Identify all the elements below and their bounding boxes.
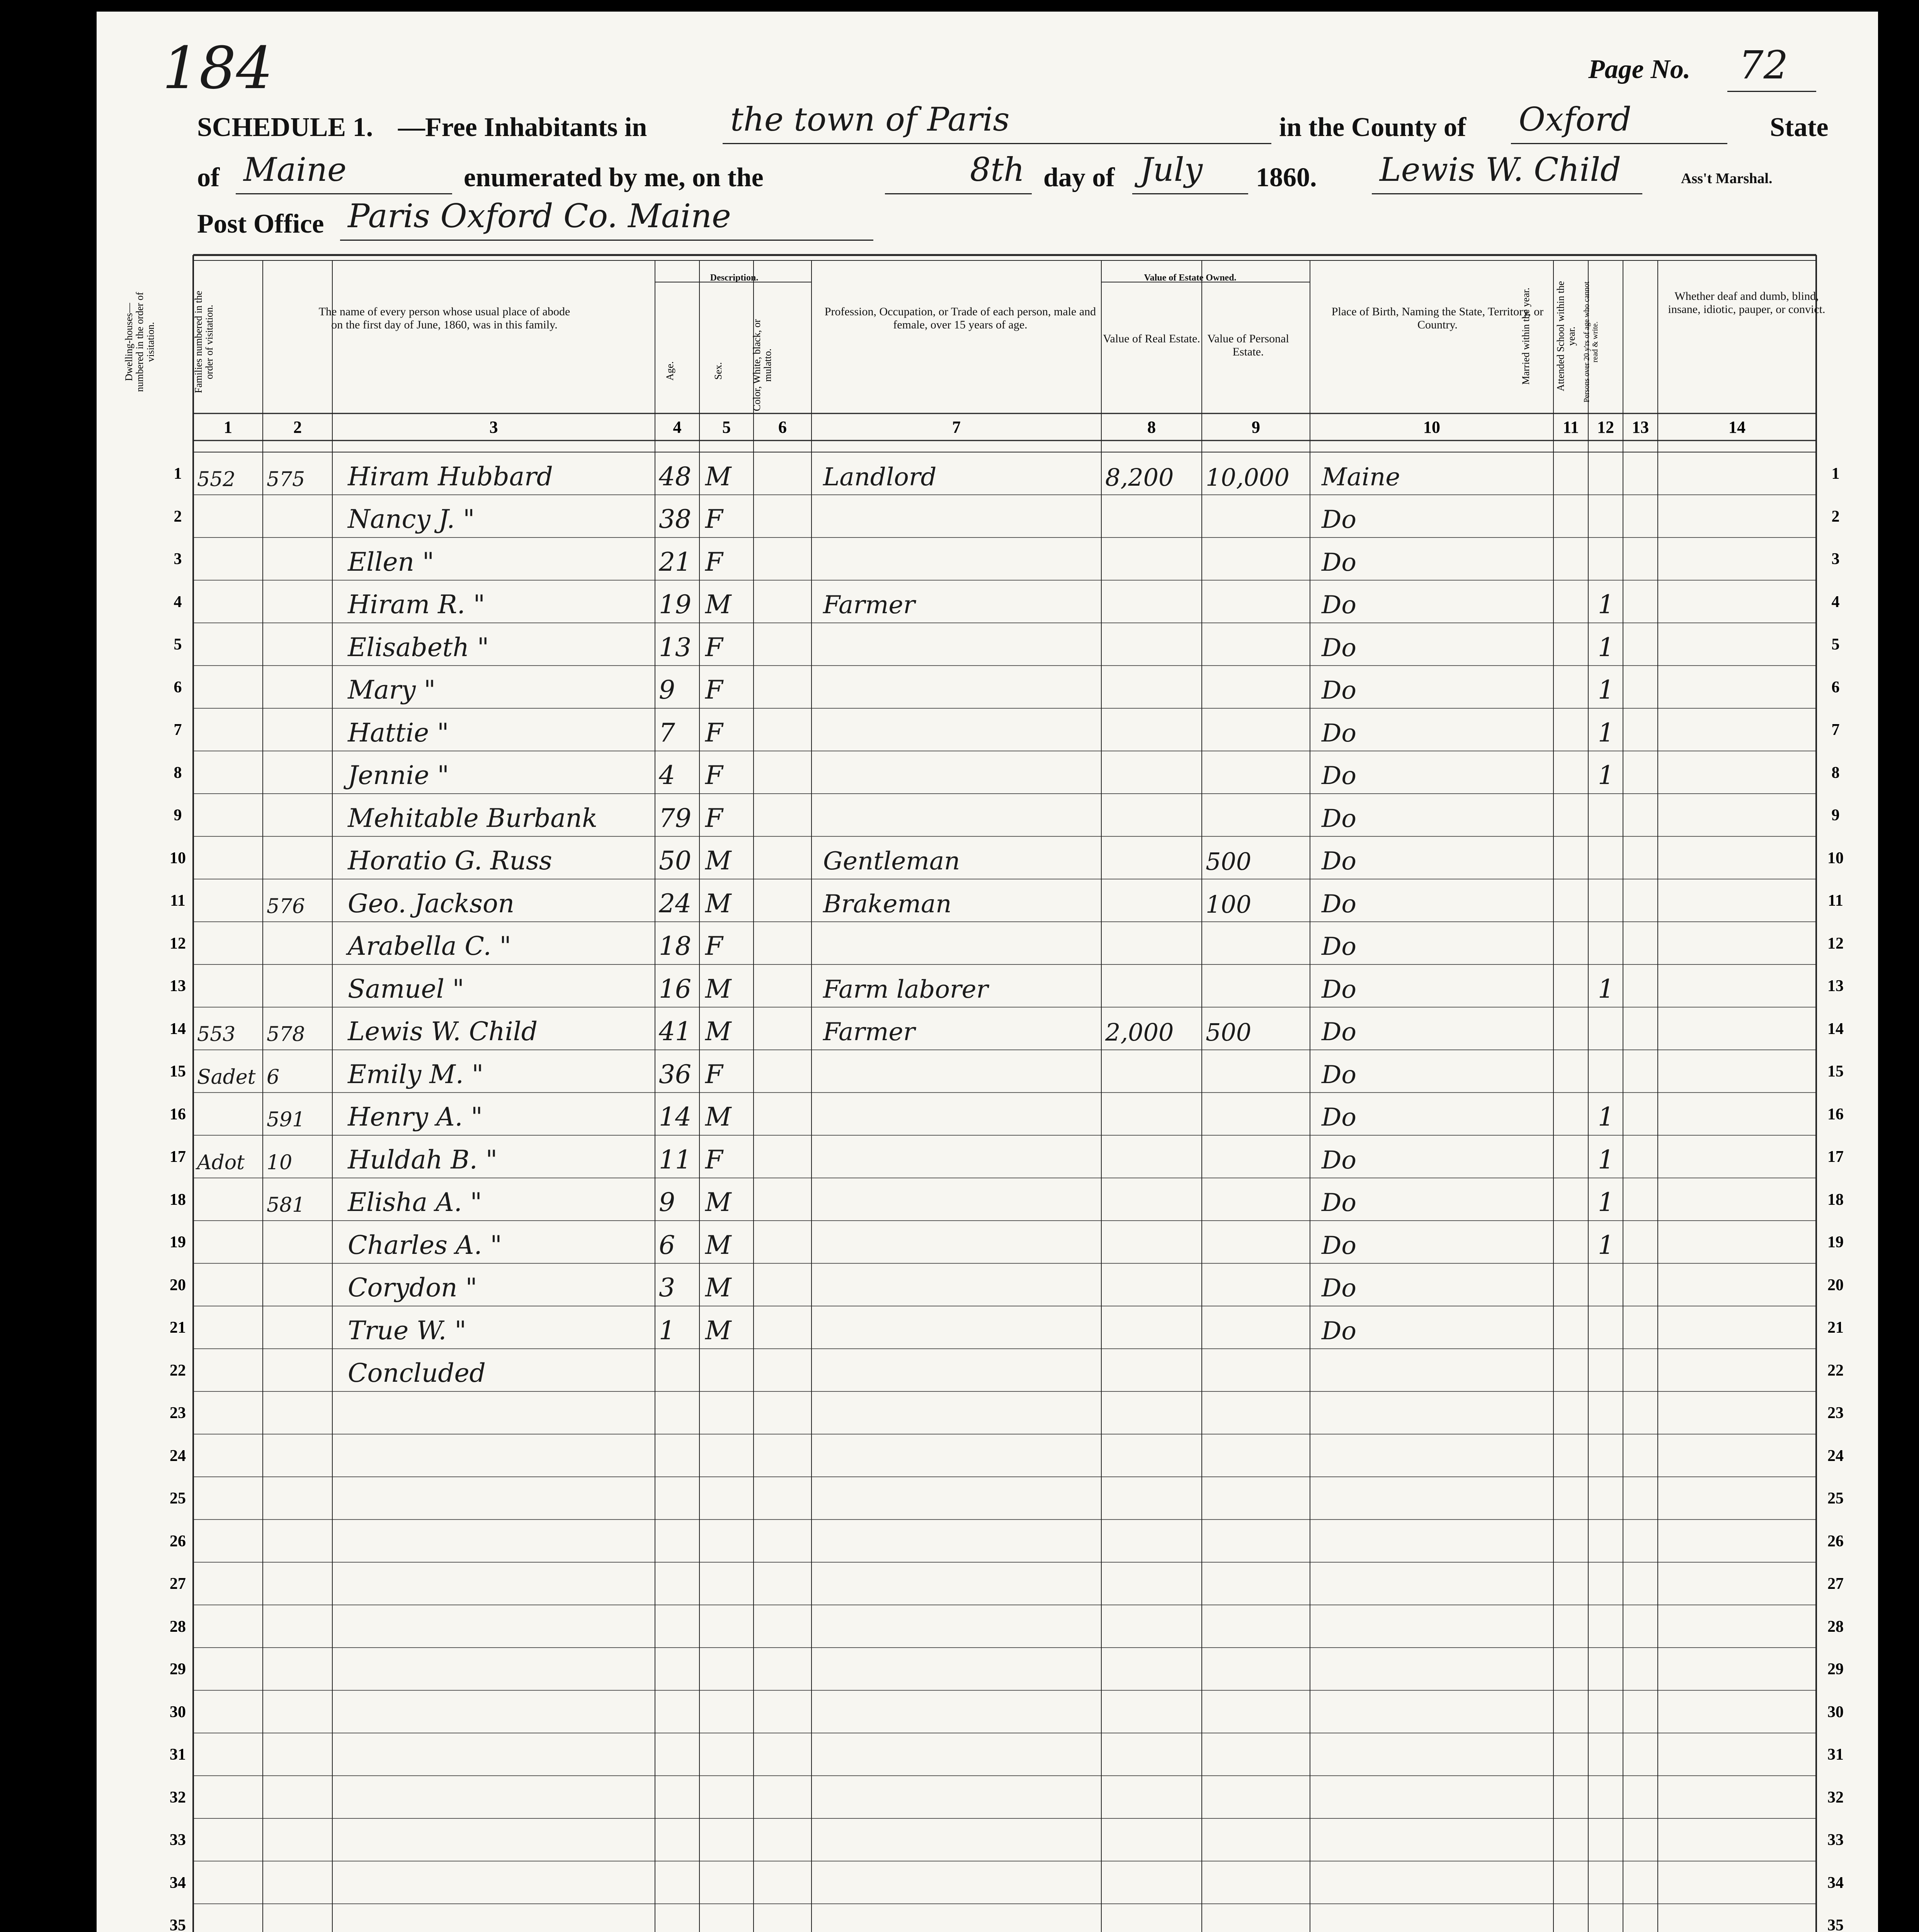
family-number: 576 <box>267 895 305 918</box>
schedule-title: SCHEDULE 1. <box>197 112 373 142</box>
sex: M <box>705 1315 732 1345</box>
county-name: Oxford <box>1519 100 1631 138</box>
column-number: 3 <box>489 418 498 437</box>
line-number: 6 <box>174 678 182 696</box>
line-number: 26 <box>170 1532 186 1550</box>
line-number: 25 <box>170 1490 186 1508</box>
sex: F <box>705 760 723 790</box>
age: 4 <box>659 760 675 790</box>
age: 7 <box>659 718 675 748</box>
person-name: Horatio G. Russ <box>348 846 552 876</box>
attended-school: 1 <box>1598 1187 1614 1217</box>
line-number: 21 <box>170 1319 186 1337</box>
line-number: 27 <box>1827 1575 1844 1593</box>
birth-place: Do <box>1322 1231 1356 1260</box>
line-number: 27 <box>170 1575 186 1593</box>
line-number: 16 <box>170 1105 186 1123</box>
line-number: 8 <box>174 764 182 782</box>
county-label: in the County of <box>1279 112 1466 142</box>
line-number: 34 <box>170 1874 186 1892</box>
line-number: 22 <box>170 1361 186 1379</box>
post-office-name: Paris Oxford Co. Maine <box>348 197 731 235</box>
person-name: Corydon " <box>348 1273 477 1303</box>
line-number: 15 <box>1827 1063 1844 1081</box>
sex: F <box>705 547 723 577</box>
col1-header: Dwelling-houses— numbered in the order of visitation. <box>123 292 156 392</box>
line-number: 12 <box>170 934 186 952</box>
sex: M <box>705 1230 732 1260</box>
birth-place: Do <box>1322 548 1356 577</box>
attended-school: 1 <box>1598 632 1614 662</box>
col13-header: Persons over 20 y'rs of age who cannot read & write. <box>1582 281 1599 403</box>
person-name: Mary " <box>348 675 436 705</box>
line-number: 33 <box>170 1831 186 1849</box>
line-number: 10 <box>170 849 186 867</box>
line-number: 4 <box>174 593 182 611</box>
family-number: 578 <box>267 1023 305 1046</box>
person-name: Hattie " <box>348 718 449 748</box>
line-number: 14 <box>1827 1020 1844 1038</box>
col14-header: Whether deaf and dumb, blind, insane, idiotic, pauper, or convict. <box>1668 290 1825 316</box>
sex: M <box>705 1102 732 1132</box>
line-number: 11 <box>170 892 185 910</box>
sex: F <box>705 1145 723 1175</box>
age: 41 <box>659 1017 691 1046</box>
birth-place: Do <box>1322 505 1356 534</box>
birth-place: Do <box>1322 1146 1356 1175</box>
person-name: Huldah B. " <box>348 1145 498 1175</box>
dwelling-number: 552 <box>197 468 236 491</box>
attended-school: 1 <box>1598 1145 1614 1175</box>
line-number: 17 <box>170 1148 186 1166</box>
column-number: 9 <box>1252 418 1260 437</box>
line-number: 26 <box>1827 1532 1844 1550</box>
birth-place: Do <box>1322 1316 1356 1345</box>
birth-place: Do <box>1322 719 1356 748</box>
line-number: 2 <box>174 507 182 526</box>
line-number: 25 <box>1827 1490 1844 1508</box>
town-name: the town of Paris <box>730 100 1010 138</box>
family-number: 10 <box>267 1151 293 1174</box>
line-number: 31 <box>170 1746 186 1764</box>
attended-school: 1 <box>1598 760 1614 790</box>
value-estate-header: Value of Estate Owned. <box>1144 273 1237 283</box>
line-number: 8 <box>1831 764 1840 782</box>
birth-place: Do <box>1322 1274 1356 1303</box>
sex: F <box>705 931 723 961</box>
post-office-label: Post Office <box>197 209 324 239</box>
sex: M <box>705 590 732 619</box>
line-number: 30 <box>1827 1703 1844 1721</box>
column-number: 11 <box>1563 418 1579 437</box>
line-number: 15 <box>170 1063 186 1081</box>
age: 36 <box>659 1059 691 1089</box>
line-number: 13 <box>170 977 186 995</box>
person-name: Arabella C. " <box>348 931 511 961</box>
personal-estate-value: 500 <box>1206 1018 1252 1046</box>
line-number: 9 <box>1831 806 1840 825</box>
col12-header: Attended School within the year. <box>1555 281 1577 391</box>
column-number: 1 <box>224 418 232 437</box>
attended-school: 1 <box>1598 1230 1614 1260</box>
enumeration-month: July <box>1140 151 1203 189</box>
line-number: 1 <box>1831 465 1840 483</box>
state-name: Maine <box>243 151 347 189</box>
age: 18 <box>659 931 691 961</box>
person-name: Hiram Hubbard <box>348 461 553 492</box>
person-name: Lewis W. Child <box>348 1017 538 1046</box>
attended-school: 1 <box>1598 718 1614 748</box>
line-number: 19 <box>1827 1233 1844 1252</box>
page-number-label: Page No. <box>1588 54 1691 84</box>
occupation: Gentleman <box>823 847 960 876</box>
occupation: Farm laborer <box>823 975 988 1004</box>
sex: M <box>705 974 732 1004</box>
line-number: 20 <box>170 1276 186 1294</box>
corner-page-number: 184 <box>162 35 273 102</box>
attended-school: 1 <box>1598 590 1614 619</box>
birth-place: Do <box>1322 1060 1356 1089</box>
line-number: 33 <box>1827 1831 1844 1849</box>
marshal-signature: Lewis W. Child <box>1380 151 1621 189</box>
col7-header: Profession, Occupation, or Trade of each person, male and female, over 15 years of age. <box>824 305 1096 331</box>
line-number: 24 <box>1827 1447 1844 1465</box>
line-number: 28 <box>170 1617 186 1636</box>
dwelling-number: Adot <box>197 1151 245 1174</box>
line-number: 23 <box>1827 1404 1844 1422</box>
enumerated-label: enumerated by me, on the <box>464 163 764 192</box>
family-number: 6 <box>267 1065 280 1089</box>
family-number: 581 <box>267 1194 305 1217</box>
person-name: Emily M. " <box>348 1059 484 1089</box>
age: 21 <box>659 547 691 577</box>
line-number: 10 <box>1827 849 1844 867</box>
line-number: 16 <box>1827 1105 1844 1123</box>
personal-estate-value: 100 <box>1206 890 1252 918</box>
person-name: Mehitable Burbank <box>348 803 598 833</box>
age: 16 <box>659 974 691 1004</box>
real-estate-value: 2,000 <box>1105 1018 1174 1046</box>
birth-place: Do <box>1322 676 1356 705</box>
birth-place: Do <box>1322 633 1356 662</box>
line-number: 14 <box>170 1020 186 1038</box>
person-name: Concluded <box>348 1358 486 1388</box>
line-number: 31 <box>1827 1746 1844 1764</box>
personal-estate-value: 10,000 <box>1206 463 1290 492</box>
sex: F <box>705 504 723 534</box>
dwelling-number: 553 <box>197 1023 236 1046</box>
sex: M <box>705 1017 732 1046</box>
line-number: 19 <box>170 1233 186 1252</box>
person-name: Elisabeth " <box>348 632 489 662</box>
line-number: 35 <box>1827 1917 1844 1932</box>
sex: F <box>705 803 723 833</box>
birth-place: Do <box>1322 591 1356 619</box>
occupation: Brakeman <box>823 889 952 918</box>
birth-place: Do <box>1322 762 1356 790</box>
age: 13 <box>659 632 691 662</box>
person-name: Elisha A. " <box>348 1187 482 1217</box>
sex: F <box>705 632 723 662</box>
day-of-label: day of <box>1043 163 1115 192</box>
sex: M <box>705 1187 732 1217</box>
occupation: Farmer <box>823 591 915 619</box>
census-page <box>97 12 1878 1932</box>
birth-place: Do <box>1322 1018 1356 1046</box>
free-inhabitants-label: —Free Inhabitants in <box>398 112 647 142</box>
col5-header: Sex. <box>713 362 724 380</box>
family-number: 575 <box>267 468 305 491</box>
line-number: 1 <box>174 465 182 483</box>
line-number: 5 <box>174 636 182 654</box>
family-number: 591 <box>267 1108 305 1131</box>
attended-school: 1 <box>1598 1102 1614 1132</box>
column-number: 12 <box>1597 418 1614 437</box>
col3-header: The name of every person whose usual place of abode on the first day of June, 1860, was in this family. <box>318 305 570 331</box>
description-header: Description. <box>710 273 759 283</box>
age: 79 <box>659 803 691 833</box>
age: 9 <box>659 1187 675 1217</box>
birth-place: Maine <box>1322 463 1400 492</box>
birth-place: Do <box>1322 847 1356 876</box>
line-number: 29 <box>1827 1660 1844 1679</box>
person-name: Samuel " <box>348 974 464 1004</box>
attended-school: 1 <box>1598 974 1614 1004</box>
age: 24 <box>659 888 691 918</box>
person-name: Henry A. " <box>348 1102 483 1132</box>
sex: F <box>705 1059 723 1089</box>
age: 6 <box>659 1230 675 1260</box>
column-number: 13 <box>1632 418 1649 437</box>
col4-header: Age. <box>664 361 675 381</box>
birth-place: Do <box>1322 1189 1356 1217</box>
line-number: 9 <box>174 806 182 825</box>
column-number: 4 <box>673 418 682 437</box>
line-number: 13 <box>1827 977 1844 995</box>
column-number: 2 <box>293 418 302 437</box>
age: 3 <box>659 1273 675 1303</box>
age: 19 <box>659 590 691 619</box>
col8-header: Value of Real Estate. <box>1103 332 1200 345</box>
page-number-value: 72 <box>1739 43 1788 88</box>
column-number: 8 <box>1147 418 1156 437</box>
line-number: 21 <box>1827 1319 1844 1337</box>
sex: F <box>705 718 723 748</box>
attended-school: 1 <box>1598 675 1614 705</box>
age: 50 <box>659 846 691 876</box>
sex: M <box>705 461 732 492</box>
line-number: 7 <box>174 721 182 739</box>
column-number: 5 <box>722 418 731 437</box>
dwelling-number: Sadet <box>197 1065 256 1089</box>
line-number: 18 <box>1827 1190 1844 1209</box>
personal-estate-value: 500 <box>1206 847 1252 876</box>
person-name: True W. " <box>348 1315 466 1345</box>
person-name: Nancy J. " <box>348 504 475 534</box>
col11-header: Married within the year. <box>1520 287 1531 385</box>
line-number: 20 <box>1827 1276 1844 1294</box>
line-number: 24 <box>170 1447 186 1465</box>
line-number: 30 <box>170 1703 186 1721</box>
col6-header: Color, White, black, or mulatto. <box>751 319 773 412</box>
person-name: Hiram R. " <box>348 590 485 619</box>
line-number: 12 <box>1827 934 1844 952</box>
person-name: Ellen " <box>348 547 434 577</box>
column-number: 6 <box>778 418 787 437</box>
person-name: Geo. Jackson <box>348 888 515 918</box>
line-number: 28 <box>1827 1617 1844 1636</box>
line-number: 18 <box>170 1190 186 1209</box>
birth-place: Do <box>1322 1103 1356 1132</box>
column-number: 10 <box>1423 418 1440 437</box>
birth-place: Do <box>1322 932 1356 961</box>
age: 38 <box>659 504 691 534</box>
col2-header: Families numbered in the order of visitation. <box>193 291 215 393</box>
person-name: Charles A. " <box>348 1230 502 1260</box>
line-number: 3 <box>1831 550 1840 568</box>
sex: M <box>705 888 732 918</box>
state-label: State <box>1770 112 1829 142</box>
line-number: 2 <box>1831 507 1840 526</box>
real-estate-value: 8,200 <box>1105 463 1174 492</box>
age: 1 <box>659 1315 675 1345</box>
birth-place: Do <box>1322 804 1356 833</box>
line-number: 32 <box>1827 1788 1844 1806</box>
occupation: Farmer <box>823 1018 915 1046</box>
line-number: 11 <box>1828 892 1843 910</box>
sex: F <box>705 675 723 705</box>
line-number: 5 <box>1831 636 1840 654</box>
line-number: 35 <box>170 1917 186 1932</box>
line-number: 4 <box>1831 593 1840 611</box>
birth-place: Do <box>1322 889 1356 918</box>
age: 48 <box>659 461 691 492</box>
sex: M <box>705 1273 732 1303</box>
age: 14 <box>659 1102 691 1132</box>
line-number: 32 <box>170 1788 186 1806</box>
of-label: of <box>197 163 220 192</box>
marshal-label: Ass't Marshal. <box>1681 170 1773 187</box>
person-name: Jennie " <box>348 760 449 790</box>
column-number: 7 <box>952 418 961 437</box>
enumeration-day: 8th <box>970 151 1025 189</box>
line-number: 22 <box>1827 1361 1844 1379</box>
line-number: 17 <box>1827 1148 1844 1166</box>
enumeration-year: 1860. <box>1256 163 1317 192</box>
age: 11 <box>659 1145 691 1175</box>
col10-header: Place of Birth, Naming the State, Territory, or Country. <box>1331 305 1544 331</box>
line-number: 3 <box>174 550 182 568</box>
line-number: 23 <box>170 1404 186 1422</box>
occupation: Landlord <box>823 463 937 492</box>
age: 9 <box>659 675 675 705</box>
birth-place: Do <box>1322 975 1356 1004</box>
line-number: 7 <box>1831 721 1840 739</box>
line-number: 29 <box>170 1660 186 1679</box>
line-number: 6 <box>1831 678 1840 696</box>
sex: M <box>705 846 732 876</box>
line-number: 34 <box>1827 1874 1844 1892</box>
col9-header: Value of Personal Estate. <box>1207 332 1289 358</box>
column-number: 14 <box>1728 418 1745 437</box>
